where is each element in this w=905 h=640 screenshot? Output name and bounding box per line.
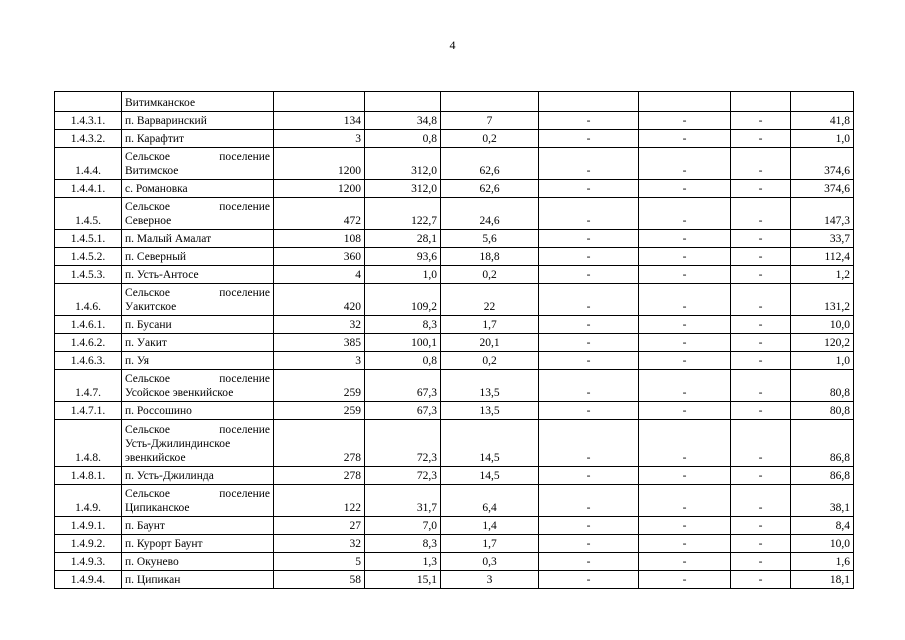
table-row (55, 180, 854, 198)
value-cell: - (639, 248, 731, 266)
value-cell: - (731, 284, 791, 316)
value-cell: 0,2 (441, 266, 539, 284)
row-code-cell: 1.4.9. (55, 485, 122, 517)
name-word: поселение (219, 373, 270, 385)
table-row (55, 334, 854, 352)
value-cell (731, 92, 791, 112)
name-word: п. Усть-Джилинда (125, 470, 214, 482)
value-cell: 80,8 (791, 402, 854, 420)
value-cell: 0,3 (441, 553, 539, 571)
row-name-cell (122, 420, 274, 467)
row-code-cell: 1.4.5.1. (55, 230, 122, 248)
value-cell: 0,2 (441, 352, 539, 370)
value-cell: - (731, 112, 791, 130)
value-cell: - (731, 467, 791, 485)
row-code-cell: 1.4.6.1. (55, 316, 122, 334)
value-cell: 1200 (274, 148, 365, 180)
value-cell: 5,6 (441, 230, 539, 248)
table-row (55, 148, 854, 180)
value-cell: 15,1 (365, 571, 441, 589)
row-name-cell (122, 517, 274, 535)
value-cell: - (639, 352, 731, 370)
value-cell: - (539, 230, 639, 248)
row-code-cell: 1.4.6.3. (55, 352, 122, 370)
value-cell: 8,3 (365, 535, 441, 553)
name-line (125, 232, 270, 246)
value-cell: 0,8 (365, 352, 441, 370)
value-cell: - (639, 316, 731, 334)
value-cell: - (639, 334, 731, 352)
row-code-cell: 1.4.9.4. (55, 571, 122, 589)
value-cell: - (731, 420, 791, 467)
row-code-cell: 1.4.8.1. (55, 467, 122, 485)
name-word: п. Уакит (125, 337, 167, 349)
row-code-cell: 1.4.7. (55, 370, 122, 402)
value-cell: - (639, 571, 731, 589)
value-cell: - (731, 230, 791, 248)
value-cell: - (731, 517, 791, 535)
value-cell: 14,5 (441, 467, 539, 485)
value-cell: 100,1 (365, 334, 441, 352)
value-cell: 72,3 (365, 467, 441, 485)
table-row (55, 420, 854, 467)
name-line (125, 386, 270, 400)
table-row (55, 198, 854, 230)
value-cell: - (731, 148, 791, 180)
row-name-cell (122, 284, 274, 316)
value-cell: 472 (274, 198, 365, 230)
value-cell: - (731, 402, 791, 420)
name-line (125, 423, 270, 437)
value-cell: - (639, 198, 731, 230)
value-cell: - (731, 485, 791, 517)
row-name-cell (122, 485, 274, 517)
value-cell: 67,3 (365, 402, 441, 420)
name-line (125, 200, 270, 214)
name-line (125, 336, 270, 350)
value-cell: 1,2 (791, 266, 854, 284)
name-line (125, 150, 270, 164)
value-cell: - (539, 284, 639, 316)
page-number: 4 (449, 38, 456, 52)
value-cell: 134 (274, 112, 365, 130)
value-cell: - (639, 266, 731, 284)
value-cell: 312,0 (365, 180, 441, 198)
row-name-cell (122, 402, 274, 420)
name-word: Сельское (125, 488, 171, 500)
name-line (125, 164, 270, 178)
value-cell: 420 (274, 284, 365, 316)
value-cell: 385 (274, 334, 365, 352)
name-line (125, 182, 270, 196)
value-cell: - (731, 248, 791, 266)
name-word: Витимканское (125, 97, 196, 109)
value-cell: - (639, 180, 731, 198)
name-line (125, 487, 270, 501)
table-row (55, 230, 854, 248)
value-cell: 62,6 (441, 180, 539, 198)
value-cell: - (539, 248, 639, 266)
value-cell: 374,6 (791, 148, 854, 180)
value-cell: 1,0 (791, 130, 854, 148)
value-cell: 8,4 (791, 517, 854, 535)
value-cell: 28,1 (365, 230, 441, 248)
value-cell: - (539, 352, 639, 370)
value-cell: - (539, 467, 639, 485)
value-cell: 41,8 (791, 112, 854, 130)
name-line (125, 250, 270, 264)
name-word: с. Романовка (125, 183, 188, 195)
value-cell: 31,7 (365, 485, 441, 517)
row-code-cell: 1.4.8. (55, 420, 122, 467)
value-cell: 8,3 (365, 316, 441, 334)
value-cell: 122,7 (365, 198, 441, 230)
value-cell: - (639, 370, 731, 402)
name-word: эвенкийское (125, 452, 186, 464)
value-cell: 374,6 (791, 180, 854, 198)
value-cell: 20,1 (441, 334, 539, 352)
value-cell: 0,8 (365, 130, 441, 148)
table-row (55, 352, 854, 370)
row-code-cell: 1.4.5.3. (55, 266, 122, 284)
value-cell: 32 (274, 535, 365, 553)
value-cell: 18,1 (791, 571, 854, 589)
name-word: п. Баунт (125, 520, 165, 532)
name-line (125, 555, 270, 569)
value-cell: 259 (274, 402, 365, 420)
name-word: поселение (219, 201, 270, 213)
value-cell: 24,6 (441, 198, 539, 230)
table-row (55, 112, 854, 130)
value-cell: 38,1 (791, 485, 854, 517)
name-word: Витимское (125, 165, 179, 177)
value-cell: - (731, 316, 791, 334)
value-cell: - (539, 180, 639, 198)
value-cell: - (539, 485, 639, 517)
value-cell: 6,4 (441, 485, 539, 517)
value-cell: 147,3 (791, 198, 854, 230)
name-word: п. Россошино (125, 405, 192, 417)
value-cell: - (731, 553, 791, 571)
name-line (125, 354, 270, 368)
value-cell: - (539, 130, 639, 148)
value-cell: - (731, 352, 791, 370)
value-cell: - (731, 334, 791, 352)
value-cell: 3 (441, 571, 539, 589)
value-cell: 93,6 (365, 248, 441, 266)
table-row (55, 571, 854, 589)
value-cell: 278 (274, 420, 365, 467)
value-cell: 1,0 (365, 266, 441, 284)
row-code-cell: 1.4.5.2. (55, 248, 122, 266)
name-word: п. Ципикан (125, 574, 181, 586)
name-word: п. Северный (125, 251, 187, 263)
value-cell: 131,2 (791, 284, 854, 316)
table-row (55, 130, 854, 148)
row-name-cell (122, 467, 274, 485)
name-word: п. Малый Амалат (125, 233, 212, 245)
name-word: п. Варваринский (125, 115, 207, 127)
name-line (125, 437, 270, 451)
table-body (55, 92, 854, 589)
value-cell: 7 (441, 112, 539, 130)
name-line (125, 404, 270, 418)
name-word: поселение (219, 424, 270, 436)
name-line (125, 318, 270, 332)
table-row (55, 266, 854, 284)
row-name-cell (122, 316, 274, 334)
name-word: Сельское (125, 424, 171, 436)
value-cell (639, 92, 731, 112)
value-cell: 1200 (274, 180, 365, 198)
table-row (55, 402, 854, 420)
value-cell: - (731, 180, 791, 198)
value-cell (274, 92, 365, 112)
value-cell: 22 (441, 284, 539, 316)
name-word: п. Окунево (125, 556, 179, 568)
value-cell: 1,7 (441, 535, 539, 553)
row-name-cell (122, 352, 274, 370)
value-cell: - (539, 402, 639, 420)
value-cell: 67,3 (365, 370, 441, 402)
table-row (55, 535, 854, 553)
value-cell: - (639, 485, 731, 517)
value-cell: - (731, 130, 791, 148)
value-cell: 27 (274, 517, 365, 535)
value-cell: 3 (274, 352, 365, 370)
name-line (125, 451, 270, 465)
row-name-cell (122, 180, 274, 198)
value-cell: 14,5 (441, 420, 539, 467)
value-cell: 86,8 (791, 420, 854, 467)
name-line (125, 214, 270, 228)
value-cell: 13,5 (441, 370, 539, 402)
name-word: Сельское (125, 287, 171, 299)
name-line (125, 268, 270, 282)
value-cell: - (639, 148, 731, 180)
row-code-cell (55, 92, 122, 112)
value-cell: 112,4 (791, 248, 854, 266)
name-word: п. Карафтит (125, 133, 185, 145)
name-line (125, 501, 270, 515)
value-cell: - (731, 266, 791, 284)
name-line (125, 469, 270, 483)
value-cell: 58 (274, 571, 365, 589)
row-code-cell: 1.4.6. (55, 284, 122, 316)
row-name-cell (122, 112, 274, 130)
row-name-cell (122, 92, 274, 112)
value-cell: 7,0 (365, 517, 441, 535)
row-name-cell (122, 553, 274, 571)
name-line (125, 132, 270, 146)
value-cell: - (639, 420, 731, 467)
value-cell: - (539, 334, 639, 352)
value-cell: - (639, 517, 731, 535)
value-cell: 0,2 (441, 130, 539, 148)
value-cell: 13,5 (441, 402, 539, 420)
value-cell: - (731, 370, 791, 402)
table-row (55, 467, 854, 485)
value-cell: - (731, 571, 791, 589)
row-name-cell (122, 266, 274, 284)
value-cell: - (539, 198, 639, 230)
value-cell: 86,8 (791, 467, 854, 485)
value-cell: 1,0 (791, 352, 854, 370)
name-word: Усойское эвенкийское (125, 387, 234, 399)
value-cell: 1,3 (365, 553, 441, 571)
name-word: Ципиканское (125, 502, 190, 514)
row-code-cell: 1.4.9.1. (55, 517, 122, 535)
value-cell: 80,8 (791, 370, 854, 402)
value-cell: - (639, 284, 731, 316)
value-cell: 108 (274, 230, 365, 248)
value-cell: - (539, 148, 639, 180)
row-name-cell (122, 230, 274, 248)
value-cell: 278 (274, 467, 365, 485)
name-line (125, 573, 270, 587)
name-word: Сельское (125, 151, 171, 163)
name-line (125, 519, 270, 533)
value-cell: - (539, 571, 639, 589)
table-row (55, 553, 854, 571)
name-word: Уакитское (125, 301, 177, 313)
row-name-cell (122, 334, 274, 352)
value-cell (539, 92, 639, 112)
table-row (55, 517, 854, 535)
value-cell: 109,2 (365, 284, 441, 316)
value-cell: - (639, 467, 731, 485)
name-line (125, 300, 270, 314)
row-code-cell: 1.4.6.2. (55, 334, 122, 352)
row-name-cell (122, 130, 274, 148)
name-word: п. Уя (125, 355, 150, 367)
row-code-cell: 1.4.9.3. (55, 553, 122, 571)
row-code-cell: 1.4.3.1. (55, 112, 122, 130)
row-code-cell: 1.4.3.2. (55, 130, 122, 148)
value-cell: 3 (274, 130, 365, 148)
value-cell: 120,2 (791, 334, 854, 352)
row-name-cell (122, 148, 274, 180)
value-cell: 33,7 (791, 230, 854, 248)
value-cell: 10,0 (791, 316, 854, 334)
table-row (55, 370, 854, 402)
row-code-cell: 1.4.7.1. (55, 402, 122, 420)
value-cell: 1,4 (441, 517, 539, 535)
row-code-cell: 1.4.9.2. (55, 535, 122, 553)
value-cell: 259 (274, 370, 365, 402)
table-row (55, 316, 854, 334)
value-cell: - (639, 402, 731, 420)
name-word: Сельское (125, 201, 171, 213)
value-cell: - (539, 517, 639, 535)
value-cell: 10,0 (791, 535, 854, 553)
row-name-cell (122, 198, 274, 230)
value-cell: 312,0 (365, 148, 441, 180)
value-cell: - (539, 535, 639, 553)
row-name-cell (122, 571, 274, 589)
value-cell (441, 92, 539, 112)
value-cell (365, 92, 441, 112)
data-table (54, 91, 854, 589)
row-name-cell (122, 535, 274, 553)
value-cell: 62,6 (441, 148, 539, 180)
value-cell: 1,7 (441, 316, 539, 334)
value-cell: - (539, 553, 639, 571)
value-cell: 122 (274, 485, 365, 517)
name-word: п. Курорт Баунт (125, 538, 203, 550)
name-line (125, 114, 270, 128)
value-cell: - (639, 230, 731, 248)
name-word: п. Усть-Антосе (125, 269, 199, 281)
value-cell: 360 (274, 248, 365, 266)
name-word: поселение (219, 488, 270, 500)
name-line (125, 537, 270, 551)
row-name-cell (122, 248, 274, 266)
value-cell: 5 (274, 553, 365, 571)
value-cell: 1,6 (791, 553, 854, 571)
name-word: Усть-Джилиндинское (125, 438, 231, 450)
value-cell: - (731, 198, 791, 230)
value-cell: - (539, 112, 639, 130)
value-cell: 72,3 (365, 420, 441, 467)
name-line (125, 372, 270, 386)
name-line (125, 96, 270, 110)
name-word: Северное (125, 215, 172, 227)
name-word: п. Бусани (125, 319, 172, 331)
table-row (55, 284, 854, 316)
name-word: поселение (219, 287, 270, 299)
value-cell: - (539, 266, 639, 284)
row-code-cell: 1.4.4. (55, 148, 122, 180)
value-cell: - (539, 370, 639, 402)
value-cell: 18,8 (441, 248, 539, 266)
value-cell (791, 92, 854, 112)
row-name-cell (122, 370, 274, 402)
value-cell: - (639, 130, 731, 148)
name-word: поселение (219, 151, 270, 163)
table-row (55, 92, 854, 112)
table-row (55, 248, 854, 266)
value-cell: 4 (274, 266, 365, 284)
value-cell: 32 (274, 316, 365, 334)
value-cell: 34,8 (365, 112, 441, 130)
table-row (55, 485, 854, 517)
value-cell: - (639, 553, 731, 571)
value-cell: - (539, 420, 639, 467)
row-code-cell: 1.4.4.1. (55, 180, 122, 198)
value-cell: - (639, 535, 731, 553)
row-code-cell: 1.4.5. (55, 198, 122, 230)
value-cell: - (731, 535, 791, 553)
name-word: Сельское (125, 373, 171, 385)
name-line (125, 286, 270, 300)
value-cell: - (539, 316, 639, 334)
value-cell: - (639, 112, 731, 130)
